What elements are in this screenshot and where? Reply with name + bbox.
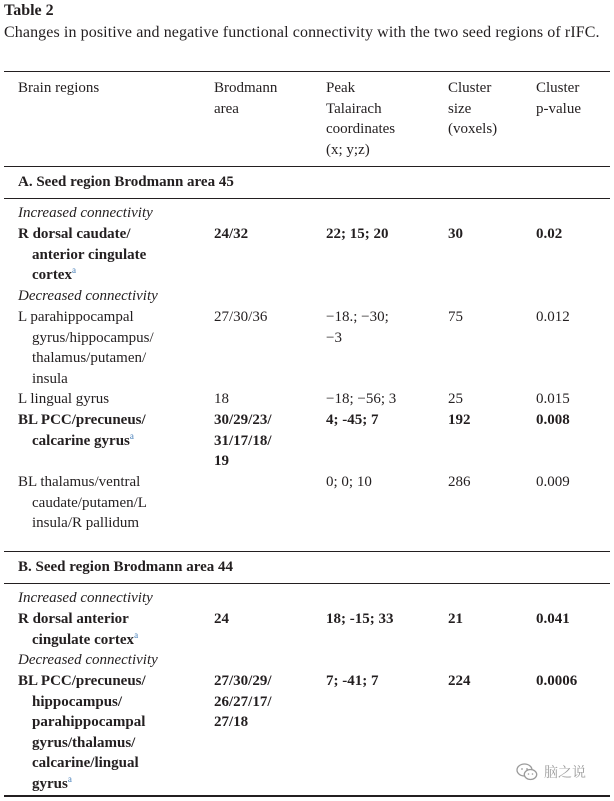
table-row-a4-size: 192 (448, 412, 471, 428)
header-brodmann-area: Brodmann area (214, 80, 278, 117)
footnote-marker[interactable]: a (71, 265, 76, 275)
table-row-a5-size: 286 (448, 474, 471, 490)
table-row-a3-region: L lingual gyrus (18, 391, 110, 407)
table-caption: Changes in positive and negative functional connectivity with the two seed regions of rIFC. (4, 24, 600, 41)
footnote-marker[interactable]: a (67, 773, 72, 784)
table-row-a1-region: R dorsal caudate/ anterior cingulate cortex$^a$ (18, 226, 147, 283)
table-row-a5-region: BL thalamus/ventral caudate/putamen/L insula/R pallidum (18, 474, 147, 531)
table-row-a4-p: 0.008 (536, 412, 570, 428)
table-row-b1-coord: 18; -15; 33 (326, 611, 394, 627)
wechat-icon (516, 763, 538, 781)
section-a-decreased-label: Decreased connectivity (18, 288, 158, 304)
section-b-title: B. Seed region Brodmann area 44 (18, 559, 234, 575)
section-b-increased-label: Increased connectivity (18, 590, 153, 606)
table-row-b2-region: BL PCC/precuneus/ hippocampus/ parahippocampal gyrus/thalamus/ calcarine/lingual gyrus$^a$ (18, 673, 146, 792)
table-row-b2-coord: 7; -41; 7 (326, 673, 379, 689)
section-b-top-rule (4, 551, 610, 552)
header-brain-regions: Brain regions (18, 80, 100, 96)
header-cluster-size: Cluster size (voxels) (448, 80, 498, 137)
table-row-a3-coord: −18; −56; 3 (326, 391, 397, 407)
table-title: Table 2 (4, 2, 54, 19)
table-row-b1-ba: 24 (214, 611, 229, 627)
section-a-title: A. Seed region Brodmann area 45 (18, 174, 234, 190)
table-row-a4-coord: 4; -45; 7 (326, 412, 379, 428)
table-row-b2-p: 0.0006 (536, 673, 578, 689)
table-row-b1-p: 0.041 (536, 611, 570, 627)
table-row-a4-ba: 30/29/23/ 31/17/18/ 19 (214, 412, 272, 469)
table-row-a3-ba: 18 (214, 391, 229, 407)
top-rule (4, 71, 610, 72)
bottom-rule (4, 795, 610, 797)
watermark-text: 脑之说 (544, 765, 586, 781)
table-row-a2-ba: 27/30/36 (214, 309, 268, 325)
table-row-a1-size: 30 (448, 226, 463, 242)
table-row-a2-size: 75 (448, 309, 463, 325)
section-a-increased-label: Increased connectivity (18, 205, 153, 221)
table-row-a2-coord: −18.; −30; −3 (326, 309, 389, 346)
table-row-a3-p: 0.015 (536, 391, 570, 407)
table-row-a1-coord: 22; 15; 20 (326, 226, 389, 242)
header-rule (4, 166, 610, 167)
table-row-b2-size: 224 (448, 673, 471, 689)
table-row-a4-region: BL PCC/precuneus/ calcarine gyrus$^a$ (18, 412, 146, 449)
table-row-b1-size: 21 (448, 611, 463, 627)
table-row-a3-size: 25 (448, 391, 463, 407)
section-b-decreased-label: Decreased connectivity (18, 652, 158, 668)
watermark (516, 762, 586, 782)
table-row-b2-ba: 27/30/29/ 26/27/17/ 27/18 (214, 673, 272, 730)
table-row-a1-ba: 24/32 (214, 226, 249, 242)
table-row-a2-p: 0.012 (536, 309, 570, 325)
footnote-marker[interactable]: a (129, 430, 134, 441)
header-cluster-pvalue: Cluster p-value (536, 80, 581, 117)
footnote-marker[interactable]: a (134, 629, 139, 640)
table-row-a5-coord: 0; 0; 10 (326, 474, 372, 490)
table-row-a2-region: L parahippocampal gyrus/hippocampus/ thalamus/putamen/ insula (18, 309, 154, 387)
table-row-a1-p: 0.02 (536, 226, 563, 242)
table-row-b1-region: R dorsal anterior cingulate cortex$^a$ (18, 611, 139, 648)
section-b-rule (4, 583, 610, 584)
section-a-rule (4, 198, 610, 199)
header-coordinates: Peak Talairach coordinates (x; y;z) (326, 80, 396, 158)
table-row-a5-p: 0.009 (536, 474, 570, 490)
